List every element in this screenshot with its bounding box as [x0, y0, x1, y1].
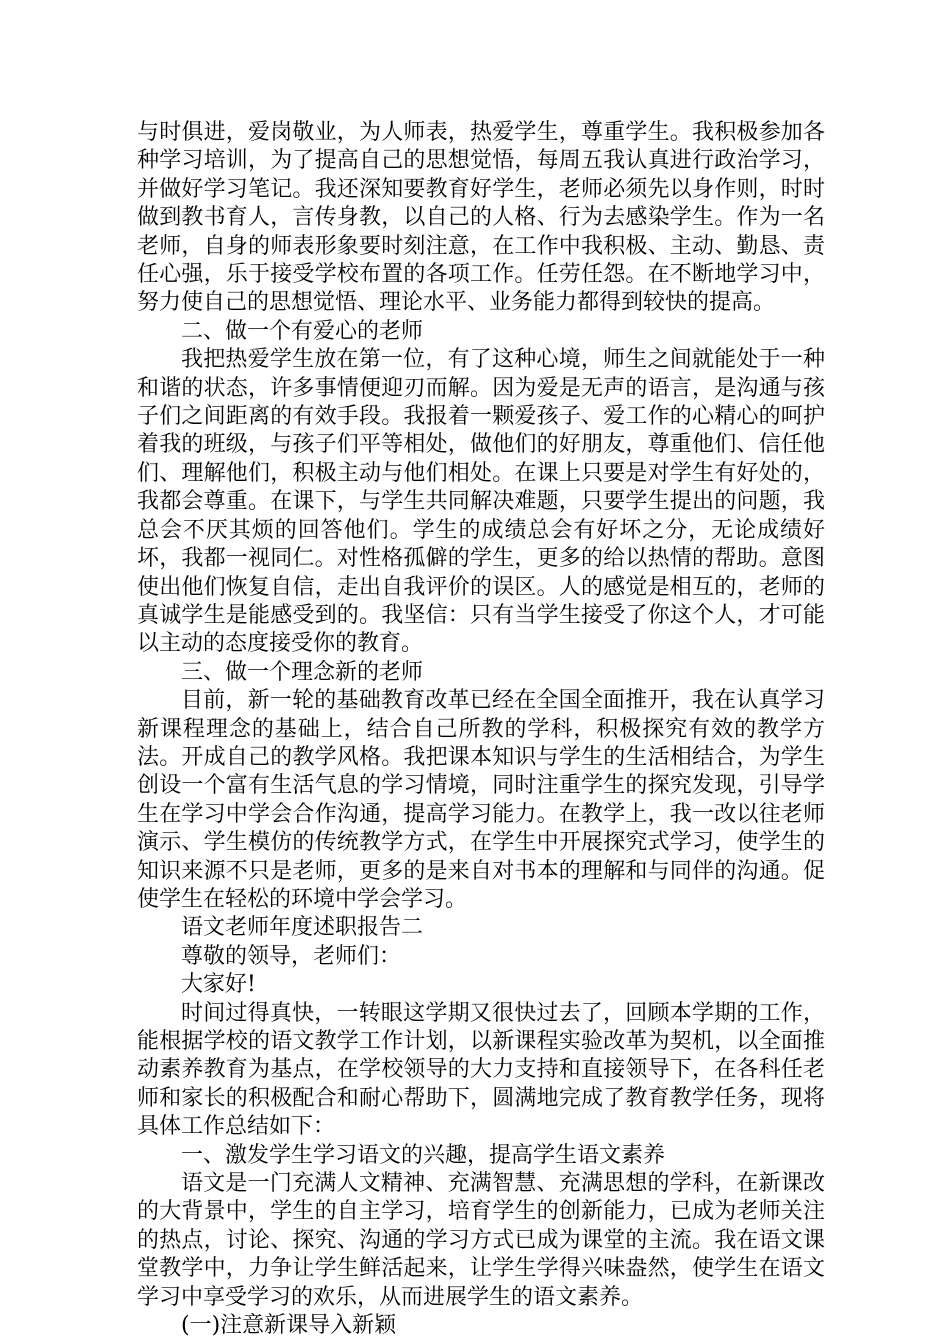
paragraph: 我把热爱学生放在第一位，有了这种心境，师生之间就能处于一种和谐的状态，许多事情便迎刃而解。因为爱是无声的语言，是沟通与孩子们之间距离的有效手段。我报着一颗爱孩子、爱工作的心精心的呵护着我的班级，与孩子们平等相处，做他们的好朋友，尊重他们、信任他们、理解他们，积极主动与他们相处。在课上只要是对学生有好处的，我都会尊重。在课下，与学生共同解决难题，只要学生提出的问题，我总会不厌其烦的回答他们。学生的成绩总会有好坏之分，无论成绩好坏，我都一视同仁。对性格孤僻的学生，更多的给以热情的帮助。意图使出他们恢复自信，走出自我评价的误区。人的感觉是相互的，老师的真诚学生是能感受到的。我坚信：只有当学生接受了你这个人，才可能以主动的态度接受你的教育。 — [137, 347, 825, 657]
section-heading-1: 一、激发学生学习语文的兴趣，提高学生语文素养 — [181, 1142, 666, 1168]
paragraph-continuation: 与时俱进，爱岗敬业，为人师表，热爱学生，尊重学生。我积极参加各种学习培训，为了提高自己的思想觉悟，每周五我认真进行政治学习，并做好学习笔记。我还深知要教育好学生，老师必须先以身作则，时时做到教书育人，言传身教，以自己的人格、行为去感染学生。作为一名老师，自身的师表形象要时刻注意，在工作中我积极、主动、勤恳、责任心强，乐于接受学校布置的各项工作。任劳任怨。在不断地学习中，努力使自己的思想觉悟、理论水平、业务能力都得到较快的提高。 — [137, 120, 825, 316]
paragraph: 目前，新一轮的基础教育改革已经在全国全面推开，我在认真学习新课程理念的基础上，结合自己所教的学科，积极探究有效的教学方法。开成自己的教学风格。我把课本知识与学生的生活相结合，为学生创设一个富有生活气息的学习情境，同时注重学生的探究发现，引导学生在学习中学会合作沟通，提高学习能力。在教学上，我一改以往老师演示、学生模仿的传统教学方式，在学生中开展探究式学习，使学生的知识来源不只是老师，更多的是来自对书本的理解和与同伴的沟通。促使学生在轻松的环境中学会学习。 — [137, 688, 825, 912]
section-heading-2: 二、做一个有爱心的老师 — [181, 318, 424, 344]
salutation: 尊敬的领导，老师们： — [181, 943, 402, 969]
section-heading-3: 三、做一个理念新的老师 — [181, 659, 424, 685]
document-body — [137, 119, 825, 1340]
greeting: 大家好! — [181, 972, 256, 998]
subsection-heading: (一)注意新课导入新颖 — [181, 1313, 397, 1339]
report-title: 语文老师年度述职报告二 — [181, 915, 424, 941]
paragraph: 时间过得真快，一转眼这学期又很快过去了，回顾本学期的工作，能根据学校的语文教学工作计划，以新课程实验改革为契机，以全面推动素养教育为基点，在学校领导的大力支持和直接领导下，在各科任老师和家长的积极配合和耐心帮助下，圆满地完成了教育教学任务，现将具体工作总结如下： — [137, 1000, 825, 1140]
paragraph: 语文是一门充满人文精神、充满智慧、充满思想的学科，在新课改的大背景中，学生的自主学习，培育学生的创新能力，已成为老师关注的热点，讨论、探究、沟通的学习方式已成为课堂的主流。我在语文课堂教学中，力争让学生鲜活起来，让学生学得兴味盎然，使学生在语文学习中享受学习的欢乐，从而进展学生的语文素养。 — [137, 1171, 825, 1310]
